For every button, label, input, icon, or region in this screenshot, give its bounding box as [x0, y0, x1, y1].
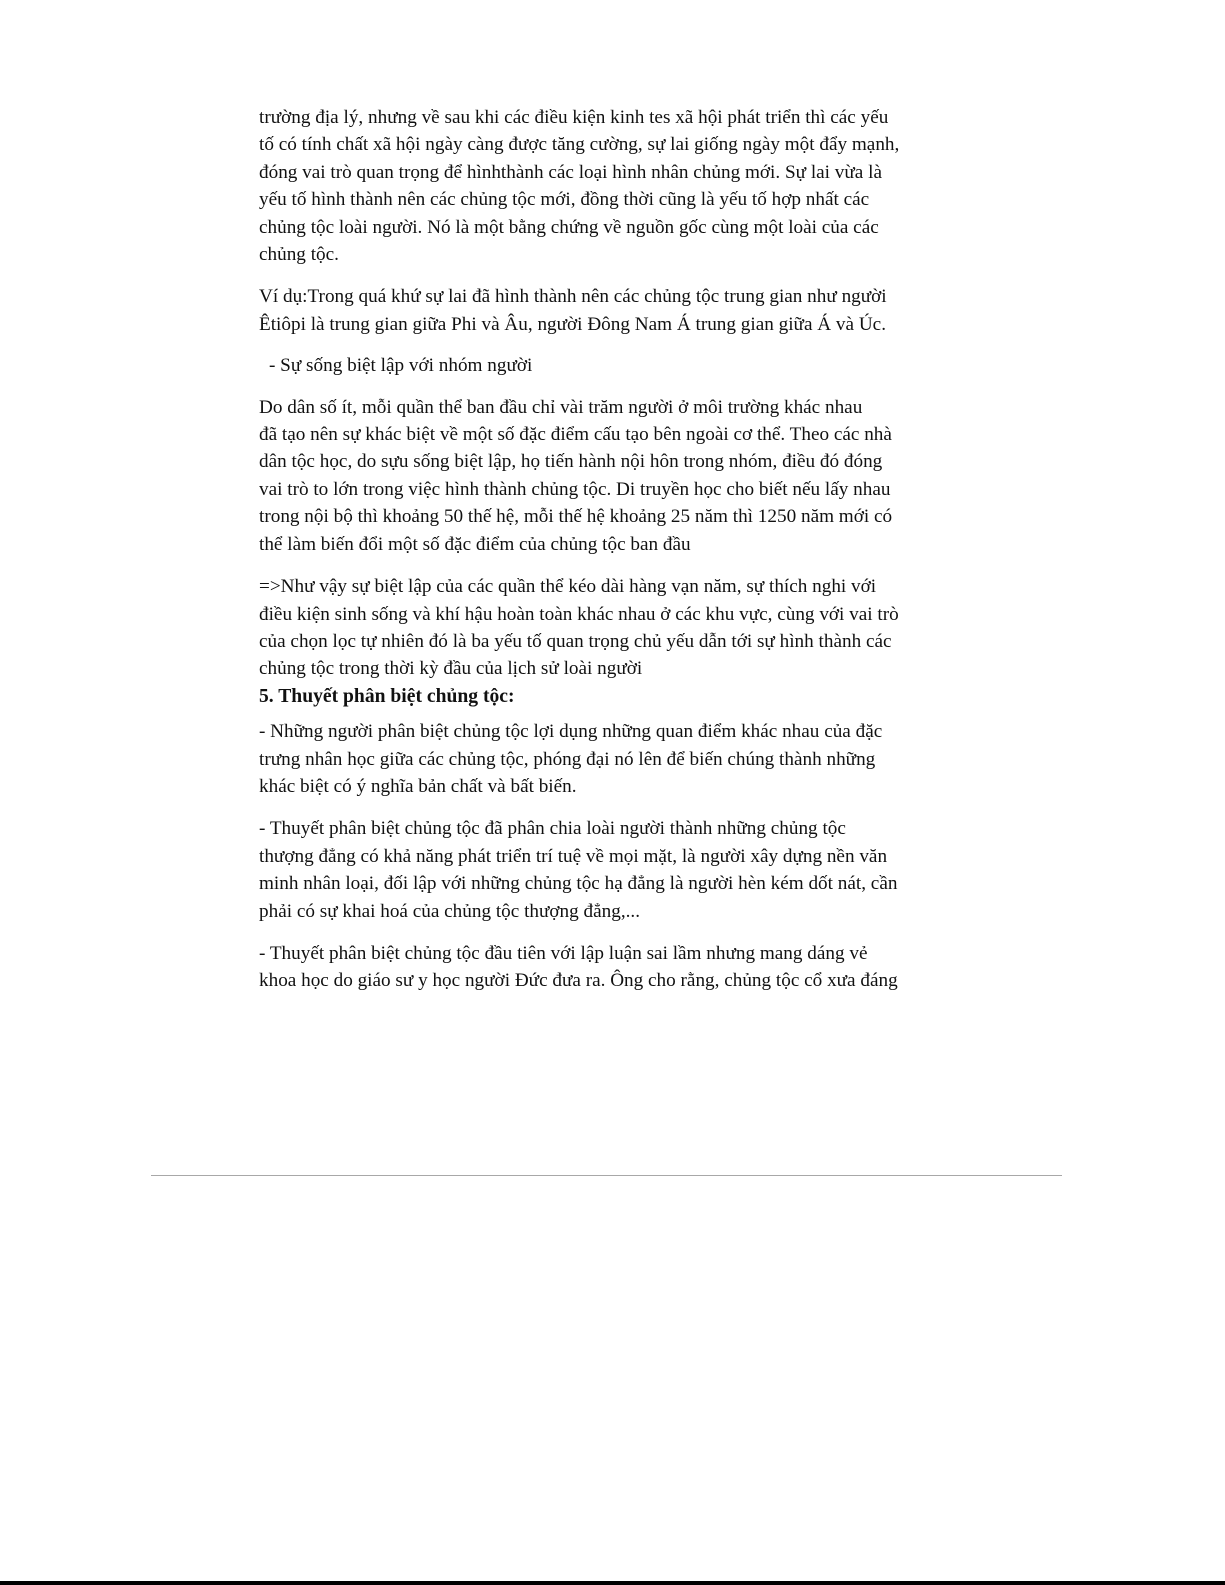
paragraph: - Thuyết phân biệt chủng tộc đầu tiên với lập luận sai lầm nhưng mang dáng vẻ khoa học do giáo sư y học người Đức đưa ra. Ông cho rằng, chủng tộc cổ xưa đáng	[259, 942, 898, 992]
paragraph: - Những người phân biệt chủng tộc lợi dụng những quan điểm khác nhau của đặc trưng nhân học giữa các chủng tộc, phóng đại nó lên để biến chúng thành những khác biệt có ý nghĩa bản chất và bất biến.	[259, 721, 883, 797]
paragraph-conclusion: =>Như vậy sự biệt lập của các quần thể kéo dài hàng vạn năm, sự thích nghi với điều kiện sinh sống và khí hậu hoàn toàn khác nhau ở các khu vực, cùng với vai trò của chọn lọc tự nhiên đó là ba yếu tố quan trọng chủ yếu dẫn tới sự hình thành các chủng tộc trong thời kỳ đầu của lịch sử loài người	[259, 576, 899, 680]
paragraph: trường địa lý, nhưng về sau khi các điều kiện kinh tes xã hội phát triển thì các yếu tố có tính chất xã hội ngày càng được tăng cường, sự lai giống ngày một đẩy mạnh, đóng vai trò quan trọng để hìnhthành các loại hình nhân chủng mới. Sự lai vừa là yếu tố hình thành nên các chủng tộc mới, đồng thời cũng là yếu tố hợp nhất các chủng tộc loài người. Nó là một bằng chứng về nguồn gốc cùng một loài của các chủng tộc.	[259, 107, 900, 266]
paragraph-example: Ví dụ:Trong quá khứ sự lai đã hình thành nên các chủng tộc trung gian như người Êtiôpi là trung gian giữa Phi và Âu, người Đông Nam Á trung gian giữa Á và Úc.	[259, 286, 887, 335]
page-break-divider	[151, 1175, 1062, 1176]
document-body	[259, 104, 959, 995]
paragraph: - Thuyết phân biệt chủng tộc đã phân chia loài người thành những chủng tộc thượng đẳng có khả năng phát triển trí tuệ về mọi mặt, là người xây dựng nền văn minh nhân loại, đối lập với những chủng tộc hạ đẳng là người hèn kém dốt nát, cần phải có sự khai hoá của chủng tộc thượng đẳng,...	[259, 818, 898, 922]
paragraph-bullet-isolation: - Sự sống biệt lập với nhóm người	[269, 355, 533, 377]
section-heading: 5. Thuyết phân biệt chủng tộc:	[259, 685, 515, 707]
page-bottom-border	[0, 1581, 1225, 1585]
paragraph: Do dân số ít, mỗi quần thể ban đầu chỉ vài trăm người ở môi trường khác nhau đã tạo nên sự khác biệt về một số đặc điểm cấu tạo bên ngoài cơ thể. Theo các nhà dân tộc học, do sựu sống biệt lập, họ tiến hành nội hôn trong nhóm, điều đó đóng vai trò to lớn trong việc hình thành chủng tộc. Di truyền học cho biết nếu lấy nhau trong nội bộ thì khoảng 50 thế hệ, mỗi thế hệ khoảng 25 năm thì 1250 năm mới có thể làm biến đổi một số đặc điểm của chủng tộc ban đầu	[259, 396, 893, 555]
